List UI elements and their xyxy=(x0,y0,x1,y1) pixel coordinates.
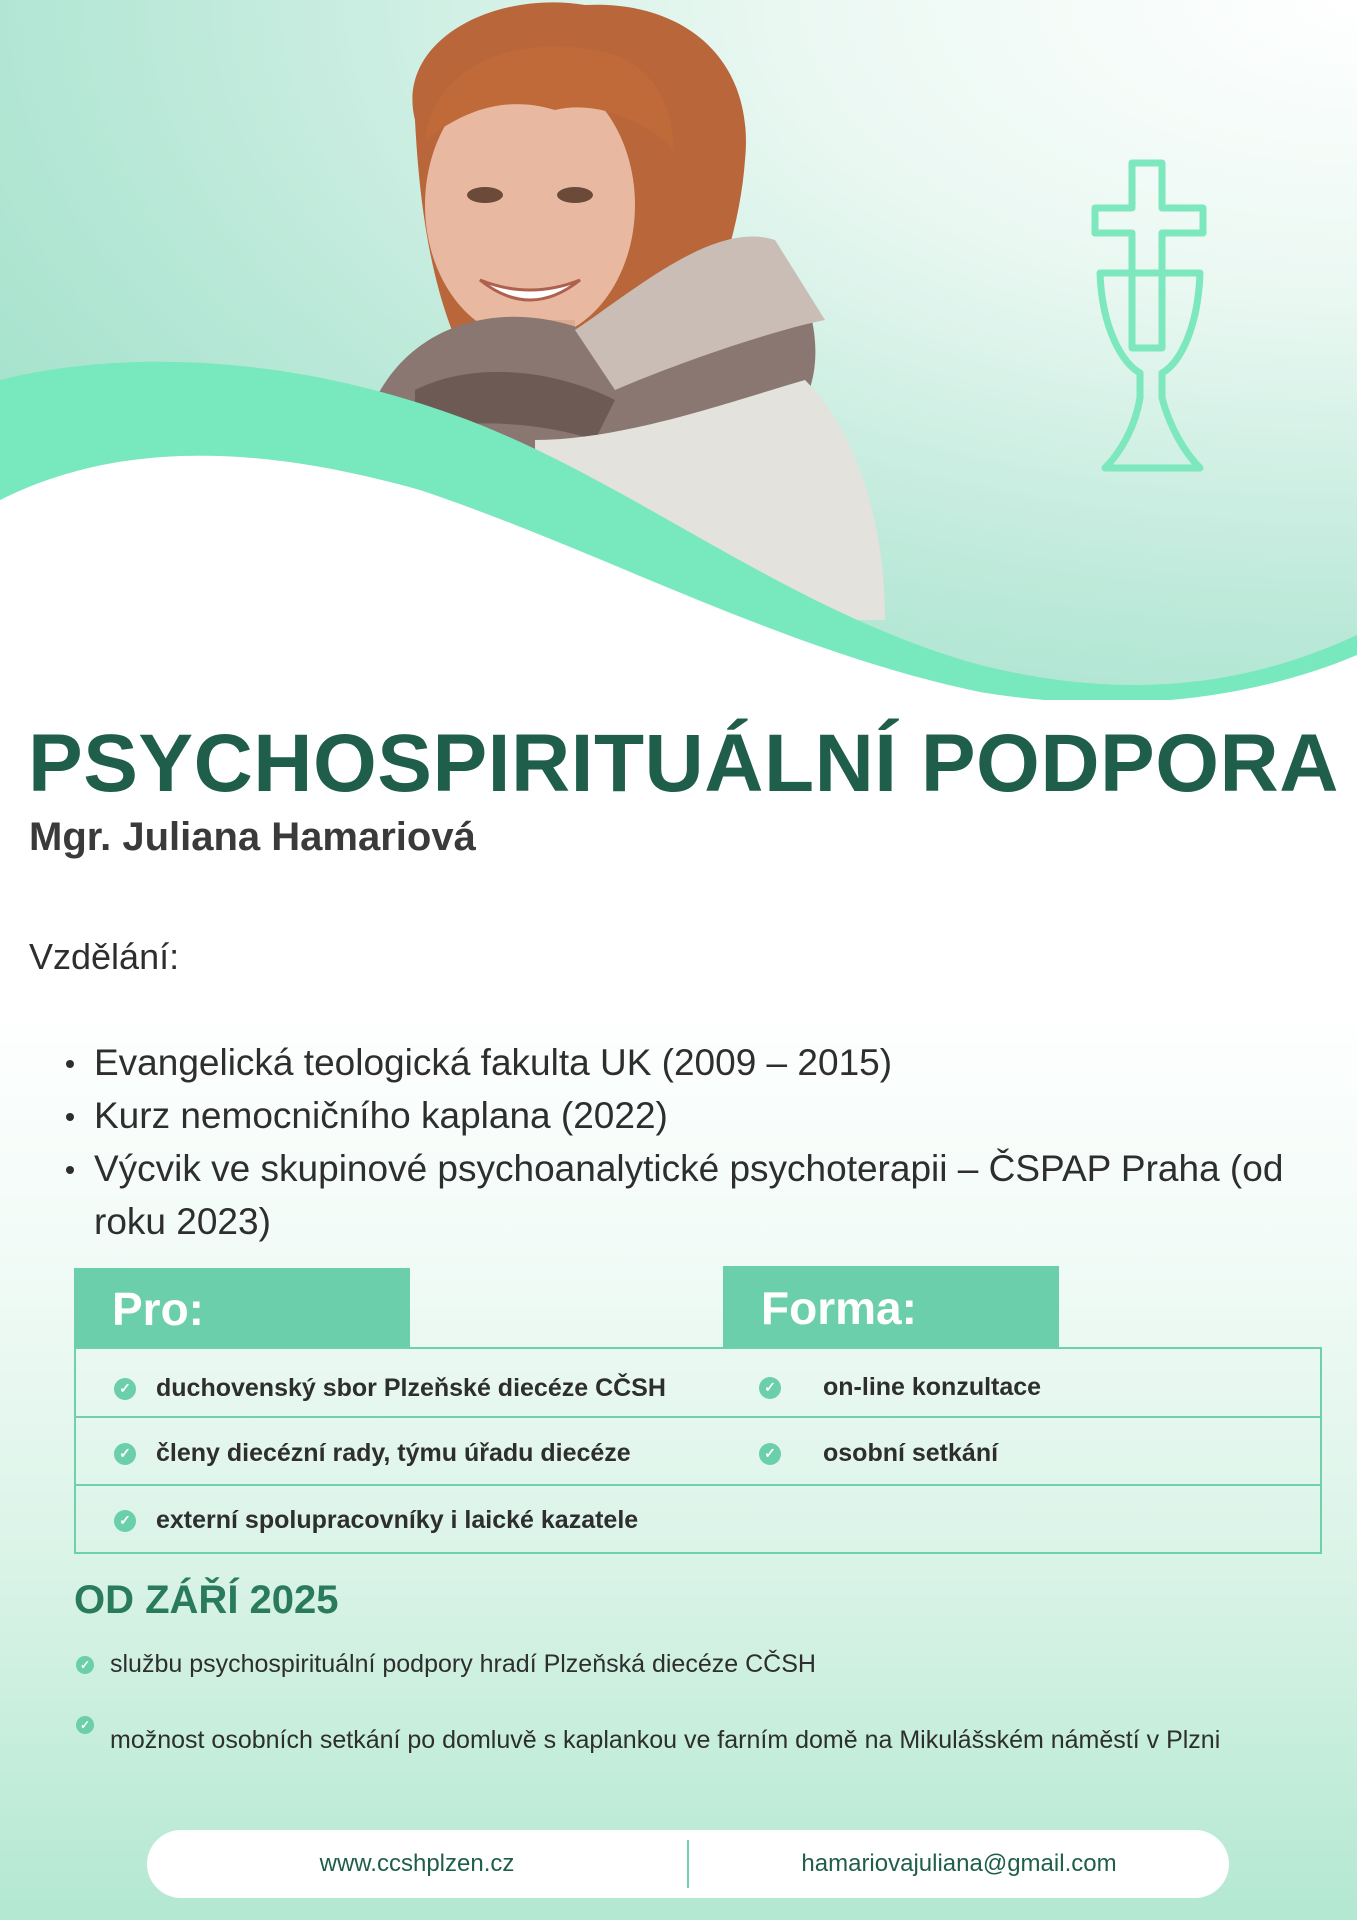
check-circle-icon: ✓ xyxy=(114,1510,136,1532)
check-circle-icon: ✓ xyxy=(114,1443,136,1465)
pro-item xyxy=(114,1374,666,1403)
education-item: Výcvik ve skupinové psychoanalytické psychoterapii – ČSPAP Praha (od roku 2023) xyxy=(60,1142,1300,1248)
hero-section xyxy=(0,0,1357,700)
table-divider xyxy=(76,1416,1320,1418)
pro-item-text: členy diecézní rady, týmu úřadu diecéze xyxy=(156,1439,631,1467)
check-circle-icon: ✓ xyxy=(114,1378,136,1400)
education-item: Kurz nemocničního kaplana (2022) xyxy=(60,1089,1300,1142)
forma-item xyxy=(759,1439,998,1468)
education-list xyxy=(60,1036,1300,1248)
chalice-cross-icon xyxy=(1090,158,1210,478)
education-heading: Vzdělání: xyxy=(29,936,180,977)
pro-item xyxy=(114,1506,638,1535)
pro-item xyxy=(114,1439,631,1468)
od-zari-item-text: službu psychospirituální podpory hradí Plzeňská diecéze CČSH xyxy=(110,1650,816,1678)
table-divider xyxy=(76,1484,1320,1486)
forma-label: Forma: xyxy=(761,1281,917,1334)
forma-tab xyxy=(723,1266,1059,1349)
pro-item-text: externí spolupracovníky i laické kazatele xyxy=(156,1506,639,1534)
check-circle-icon: ✓ xyxy=(76,1716,94,1734)
pro-tab xyxy=(74,1268,410,1349)
check-circle-icon: ✓ xyxy=(759,1377,781,1399)
od-zari-item-text: možnost osobních setkání po domluvě s kaplankou ve farním domě na Mikulášském náměstí v Plzni xyxy=(110,1726,1221,1754)
check-circle-icon: ✓ xyxy=(759,1443,781,1465)
od-zari-item xyxy=(76,1650,816,1679)
contact-footer xyxy=(147,1830,1229,1898)
forma-item xyxy=(759,1373,1041,1402)
email-link[interactable]: hamariovajuliana@gmail.com xyxy=(801,1850,1117,1877)
website-link[interactable]: www.ccshplzen.cz xyxy=(319,1850,515,1877)
forma-item-text: on-line konzultace xyxy=(823,1373,1042,1401)
pro-label: Pro: xyxy=(112,1282,204,1335)
education-item: Evangelická teologická fakulta UK (2009 – 2015) xyxy=(60,1036,1300,1089)
page-title: PSYCHOSPIRITUÁLNÍ PODPORA xyxy=(28,718,1339,809)
author-name: Mgr. Juliana Hamariová xyxy=(29,815,476,859)
od-zari-item xyxy=(76,1716,1220,1755)
pro-item-text: duchovenský sbor Plzeňské diecéze CČSH xyxy=(156,1374,666,1402)
od-zari-heading: OD ZÁŘÍ 2025 xyxy=(74,1578,339,1622)
check-circle-icon: ✓ xyxy=(76,1656,94,1674)
forma-item-text: osobní setkání xyxy=(823,1439,999,1467)
